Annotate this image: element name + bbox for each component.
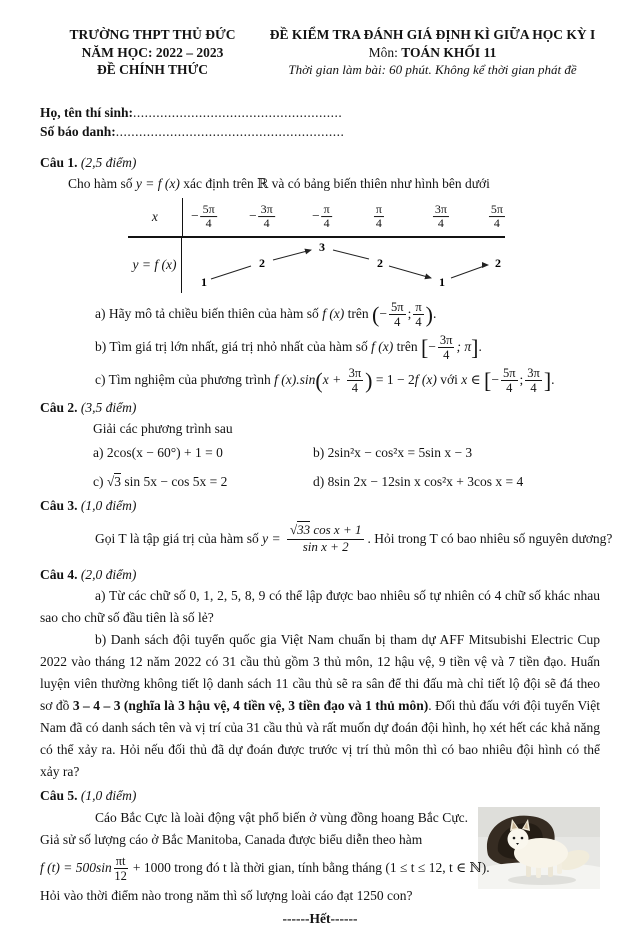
x-value-den: 4 (323, 216, 330, 230)
q4b-bold-formation: 3 – 4 – 3 (nghĩa là 3 hậu vệ, 4 tiền vệ, 3 tiền đạo và 1 thủ môn) (72, 697, 429, 713)
question-1 (40, 153, 600, 396)
end-marker: ------Hết------ (282, 910, 358, 926)
x-value-den: 4 (263, 216, 270, 230)
frac-den: 4 (530, 380, 537, 395)
q2-eq-b: b) 2sin²x − cos²x = 5sin x − 3 (313, 444, 473, 460)
variation-table (128, 198, 505, 293)
q2-points: (3,5 điểm) (80, 399, 137, 415)
q1-intro-pre: Cho hàm số (68, 175, 136, 191)
separator: ; (519, 371, 524, 387)
q3-points: (1,0 điểm) (80, 497, 137, 513)
student-name-line (40, 103, 600, 122)
minus-sign: − (491, 371, 499, 387)
q2-equations (40, 442, 600, 493)
q5-heading (40, 786, 600, 806)
q5-text-1: Cáo Bắc Cực là loài động vật phổ biến ở vùng đồng hoang Bắc Cực. Giả sử số lượng cáo ở Bắc Manitoba, Canada được biểu diễn theo hàm (40, 809, 468, 847)
q4-part-b (40, 629, 600, 783)
frac-den: 4 (394, 314, 401, 329)
minus-sign: − (379, 305, 387, 321)
variation-table-y-row (128, 238, 505, 293)
q3-heading (40, 496, 600, 516)
open-paren: ( (315, 367, 323, 393)
variation-table-x-row (128, 198, 505, 238)
x-value-sign: − (249, 208, 257, 224)
x-value-den: 4 (205, 216, 212, 230)
variation-value: 1 (201, 274, 207, 289)
q2-label: Câu 2. (40, 399, 78, 415)
question-5 (40, 786, 600, 929)
q5-body (40, 807, 600, 907)
student-id-line (40, 122, 600, 141)
q4b-text-1: b) Danh sách đội tuyển quốc gia Việt Nam chuẩn bị tham dự AFF Mitsubishi Electric Cup 2022 vào tháng 12 năm 2022 có 31 cầu thủ gồm 3 thủ môn, 12 hậu vệ, 9 tiền vệ và 7 tiền đạo. Huấn luyện viên thường không tiết lộ danh sách 11 cầu thủ sẽ ra sân để thi đấu mà chỉ tiết lộ đội sẽ đá theo sơ đồ (40, 631, 600, 713)
q5-points: (1,0 điểm) (80, 787, 137, 803)
x-value-den: 4 (375, 216, 382, 230)
x-value-num: π (375, 201, 382, 216)
open-bracket: [ (420, 334, 429, 360)
school-name: TRƯỜNG THPT THỦ ĐỨC (69, 27, 236, 42)
q1a-math: f (x) (322, 305, 345, 321)
q2-intro: Giải các phương trình sau (93, 420, 233, 436)
q2c-pre: c) (93, 473, 107, 489)
q1b-mid: trên (393, 338, 421, 354)
variation-value: 2 (495, 255, 501, 270)
q1-intro-math: y = f (x) (135, 175, 180, 191)
x-row-values (183, 198, 505, 236)
q1-points: (2,5 điểm) (80, 154, 137, 170)
open-bracket: [ (483, 367, 492, 393)
q1-label: Câu 1. (40, 154, 78, 170)
q1b-math: f (x) (371, 338, 394, 354)
student-name-label: Họ, tên thí sinh: (40, 104, 134, 120)
q1c-f2: f (x) (414, 371, 437, 387)
student-id-dots: ........................................................... (115, 123, 345, 139)
frac-den: 4 (443, 347, 450, 362)
minus-sign: − (428, 338, 436, 354)
frac-num: 3π (348, 365, 362, 380)
q2-eq-a: a) 2cos(x − 60°) + 1 = 0 (93, 444, 223, 460)
separator: ; π (456, 338, 472, 354)
x-value (487, 203, 507, 231)
radicand: 3 (114, 473, 122, 489)
q5-formula-lead: f (t) = 500sin (40, 859, 112, 875)
student-info (40, 103, 600, 141)
q2-eq-d: d) 8sin 2x − 12sin x cos²x + 3cos x = 4 (313, 473, 524, 489)
period: . (478, 338, 482, 354)
q5-text-2: trong đó t là thời gian, tính bằng tháng (1 ≤ t ≤ 12, t ∈ ℕ). (174, 859, 490, 875)
question-2 (40, 398, 600, 493)
x-value-num: π (323, 201, 330, 216)
q1c-voi: với (436, 371, 462, 387)
frac-num: 3π (527, 365, 540, 380)
subject-name: TOÁN KHỐI 11 (401, 44, 497, 60)
q1a-text: a) Hãy mô tả chiều biến thiên của hàm số (95, 305, 323, 321)
x-value-num: 3π (434, 201, 447, 216)
q1-part-a (40, 297, 600, 330)
q4-label: Câu 4. (40, 566, 78, 582)
x-value (312, 203, 334, 231)
student-name-dots: ...................................................... (133, 104, 343, 120)
exam-header (40, 26, 600, 79)
q1c-eq: = 1 − 2 (372, 371, 415, 387)
q2c-rest: sin 5x − cos 5x = 2 (121, 473, 228, 489)
frac-num: π (415, 299, 422, 314)
q3-label: Câu 3. (40, 497, 78, 513)
q1-heading (40, 153, 600, 173)
x-value-den: 4 (437, 216, 444, 230)
close-paren: ) (425, 301, 433, 327)
x-value-num: 5π (202, 201, 215, 216)
question-3 (40, 496, 613, 562)
variation-value: 2 (377, 255, 383, 270)
header-left-block (40, 26, 265, 79)
header-right-block (265, 26, 600, 79)
variation-diagram (182, 238, 505, 293)
q1c-text: c) Tìm nghiệm của phương trình (95, 371, 275, 387)
q4-heading (40, 565, 600, 585)
q1-intro-post: xác định trên ℝ và có bảng biến thiên như hình bên dưới (179, 175, 490, 191)
period: . (432, 305, 437, 321)
q4-points: (2,0 điểm) (80, 566, 137, 582)
q3-num-rest: cos x + 1 (310, 522, 362, 538)
radical-sign: √ (289, 522, 298, 538)
y-row-label: y = f (x) (128, 238, 182, 293)
exam-subject-line (265, 44, 600, 62)
x-value-sign: − (191, 208, 199, 224)
x-value-num: 3π (260, 201, 273, 216)
q4b-text-2: . Đối thủ đấu với đội tuyển Việt Nam đã có danh sách tên và vị trí của 31 cầu thủ và rất muốn dự đoán đội hình, họ xét hết các khả năng có thể xảy ra. Hỏi nếu đối thủ đã dự đoán được trước vị trí thủ môn thì có bao nhiêu đội hình có thể xảy ra? (40, 697, 600, 779)
q3-post: . Hỏi trong T có bao nhiêu số nguyên dương? (367, 530, 613, 546)
frac-den: 12 (114, 868, 127, 883)
variation-value: 1 (439, 274, 445, 289)
frac-num: 3π (439, 332, 453, 347)
q1c-x: x ∈ (461, 371, 484, 387)
q5-label: Câu 5. (40, 787, 78, 803)
close-paren: ) (365, 367, 373, 393)
x-row-label: x (128, 198, 183, 236)
exam-duration: Thời gian làm bài: 60 phút. Không kể thời gian phát đề (288, 62, 577, 77)
q1a-mid: trên (344, 305, 373, 321)
student-id-label: Số báo danh: (40, 123, 116, 139)
q1c-arg: x + (322, 371, 345, 387)
school-year: NĂM HỌC: 2022 – 2023 (81, 44, 224, 60)
exam-type: ĐỀ CHÍNH THỨC (96, 62, 208, 77)
q3-body (40, 516, 613, 562)
open-paren: ( (372, 301, 380, 327)
q3-lead: y = (262, 530, 284, 546)
exam-title: ĐỀ KIỂM TRA ĐÁNH GIÁ ĐỊNH KÌ GIỮA HỌC KỲ I (269, 27, 596, 42)
x-value (191, 203, 219, 231)
variation-value: 2 (259, 255, 265, 270)
x-value (431, 203, 451, 231)
frac-den: 4 (351, 380, 359, 395)
variation-value: 3 (319, 239, 325, 254)
frac-num: πt (115, 853, 126, 868)
close-bracket: ] (543, 367, 552, 393)
close-bracket: ] (471, 334, 479, 360)
q4-part-a: a) Từ các chữ số 0, 1, 2, 5, 8, 9 có thể lập được bao nhiêu số tự nhiên có 4 chữ số khác nhau sao cho chữ số đầu tiên là số lẻ? (40, 587, 600, 625)
period: . (551, 371, 555, 387)
q5-text-3: Hỏi vào thời điểm nào trong năm thì số lượng loài cáo đạt 1250 con? (40, 887, 413, 903)
question-4 (40, 565, 600, 783)
x-value-num: 5π (490, 201, 503, 216)
radicand: 33 (297, 522, 311, 538)
q1-part-c (40, 363, 600, 396)
q1-part-b (40, 330, 600, 363)
frac-den: 4 (415, 314, 422, 329)
frac-num: 5π (391, 299, 404, 314)
q1c-f1: f (x).sin (274, 371, 316, 387)
x-value-den: 4 (493, 216, 500, 230)
frac-den: 4 (506, 380, 513, 395)
frac-num: 5π (502, 365, 516, 380)
subject-prefix: Môn: (368, 44, 402, 60)
q3-den: sin x + 2 (302, 539, 349, 555)
arctic-fox-photo (478, 807, 600, 889)
q2-heading (40, 398, 600, 418)
q5-formula-tail: + 1000 (129, 859, 175, 875)
q1b-text: b) Tìm giá trị lớn nhất, giá trị nhỏ nhất của hàm số (95, 338, 372, 354)
radical-sign: √ (106, 473, 115, 489)
q3-pre: Gọi T là tập giá trị của hàm số (95, 530, 263, 546)
q2-eq-c (93, 471, 313, 493)
variation-arrows-svg (182, 238, 505, 293)
x-value-sign: − (312, 208, 320, 224)
x-value (372, 203, 386, 231)
x-value (249, 203, 277, 231)
separator: ; (407, 305, 412, 321)
q1-intro (40, 173, 600, 195)
